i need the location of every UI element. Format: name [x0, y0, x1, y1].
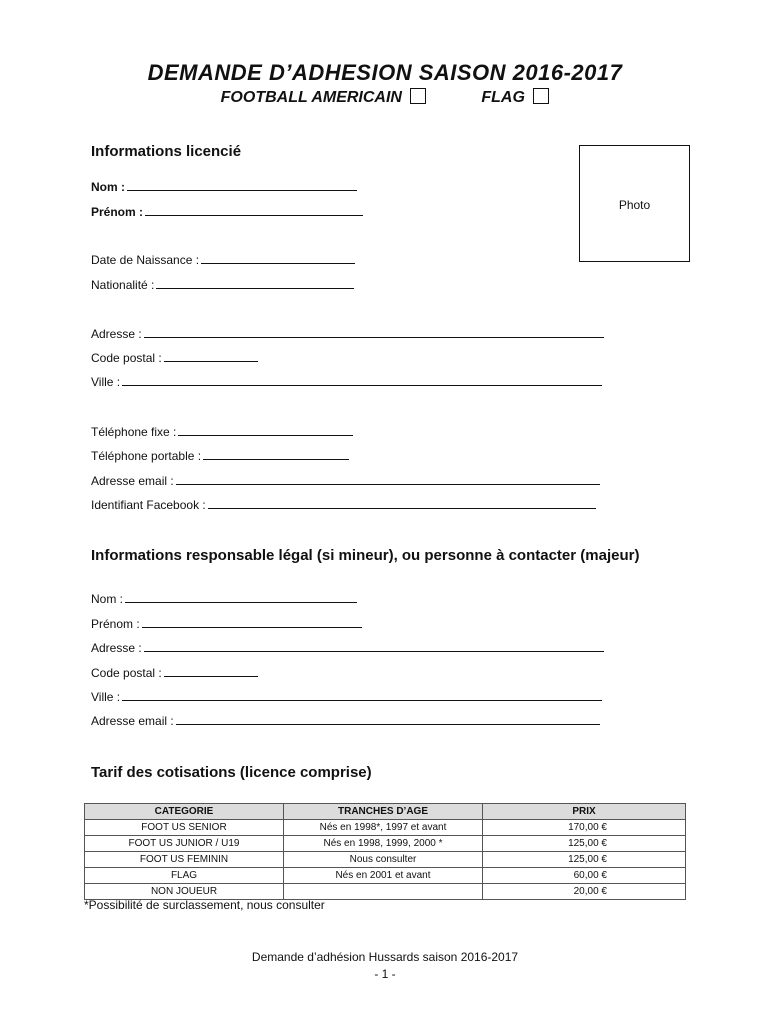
table-row: [85, 852, 686, 868]
cell-tranches-age: Nés en 1998*, 1997 et avant: [284, 820, 483, 836]
table-header-row: [85, 804, 686, 820]
footer-text: Demande d’adhésion Hussards saison 2016-2017: [251, 950, 519, 964]
field-label: Prénom :: [91, 617, 140, 631]
field-label: Date de Naissance :: [91, 253, 200, 267]
field-code-postal: [91, 350, 258, 365]
field-date-naissance: [91, 252, 355, 267]
cell-prix: 20,00 €: [483, 884, 686, 900]
cell-categorie: FOOT US JUNIOR / U19: [85, 836, 284, 852]
tarifs-table: [84, 803, 686, 900]
nom-input[interactable]: [127, 179, 357, 191]
section-title-licencie: Informations licencié: [91, 143, 242, 160]
cell-categorie: FLAG: [85, 868, 284, 884]
prenom-input[interactable]: [145, 204, 363, 216]
field-label: Téléphone portable :: [91, 449, 202, 463]
section-title-responsable: Informations responsable légal (si mineur), ou personne à contacter (majeur): [91, 547, 640, 564]
field-nom: [91, 179, 357, 194]
surclassement-note: *Possibilité de surclassement, nous consulter: [84, 898, 325, 912]
resp-code-postal-input[interactable]: [164, 665, 258, 677]
resp-nom-input[interactable]: [125, 591, 357, 603]
field-label: Nationalité :: [91, 278, 155, 292]
field-label: Adresse :: [91, 641, 142, 655]
facebook-input[interactable]: [208, 497, 596, 509]
field-resp-email: [91, 713, 600, 728]
field-label: Téléphone fixe :: [91, 425, 177, 439]
header-tranches-age: TRANCHES D’AGE: [284, 804, 483, 820]
field-label: Nom :: [91, 180, 125, 194]
tel-portable-input[interactable]: [203, 448, 349, 460]
field-tel-fixe: [91, 424, 353, 439]
field-adresse: [91, 326, 604, 341]
field-resp-prenom: [91, 616, 362, 631]
resp-email-input[interactable]: [176, 713, 600, 725]
table-row: [85, 836, 686, 852]
cell-categorie: FOOT US SENIOR: [85, 820, 284, 836]
cell-prix: 60,00 €: [483, 868, 686, 884]
field-resp-adresse: [91, 640, 604, 655]
header-prix: PRIX: [483, 804, 686, 820]
field-label: Adresse email :: [91, 714, 174, 728]
cell-categorie: FOOT US FEMININ: [85, 852, 284, 868]
table-row: [85, 820, 686, 836]
field-label: Nom :: [91, 592, 124, 606]
photo-label: Photo: [618, 198, 651, 212]
field-label: Ville :: [91, 375, 121, 389]
cell-tranches-age: Nés en 1998, 1999, 2000 *: [284, 836, 483, 852]
football-checkbox[interactable]: [410, 88, 426, 104]
field-resp-nom: [91, 591, 357, 606]
field-resp-code-postal: [91, 665, 258, 680]
field-facebook: [91, 497, 596, 512]
cell-prix: 125,00 €: [483, 836, 686, 852]
header-categorie: CATEGORIE: [85, 804, 284, 820]
photo-box[interactable]: [579, 145, 690, 262]
nationalite-input[interactable]: [156, 277, 354, 289]
code-postal-input[interactable]: [164, 350, 258, 362]
flag-checkbox[interactable]: [533, 88, 549, 104]
field-resp-ville: [91, 689, 602, 704]
field-label: Ville :: [91, 690, 121, 704]
page-title: DEMANDE D’ADHESION SAISON 2016-2017: [147, 60, 623, 85]
resp-adresse-input[interactable]: [144, 640, 604, 652]
resp-prenom-input[interactable]: [142, 616, 362, 628]
field-label: Code postal :: [91, 351, 162, 365]
cell-tranches-age: Nés en 2001 et avant: [284, 868, 483, 884]
subtitle: [0, 88, 770, 107]
section-title-tarifs: Tarif des cotisations (licence comprise): [91, 764, 372, 781]
date-naissance-input[interactable]: [201, 252, 355, 264]
field-email: [91, 473, 600, 488]
cell-categorie: NON JOUEUR: [85, 884, 284, 900]
field-ville: [91, 374, 602, 389]
field-label: Adresse :: [91, 327, 142, 341]
field-prenom: [91, 204, 363, 219]
adresse-input[interactable]: [144, 326, 604, 338]
field-label: Prénom :: [91, 205, 144, 219]
field-label: Code postal :: [91, 666, 162, 680]
field-tel-portable: [91, 448, 349, 463]
option-flag-label: FLAG: [481, 89, 525, 106]
email-input[interactable]: [176, 473, 600, 485]
ville-input[interactable]: [122, 374, 602, 386]
cell-tranches-age: Nous consulter: [284, 852, 483, 868]
field-label: Adresse email :: [91, 474, 174, 488]
option-football-label: FOOTBALL AMERICAIN: [220, 89, 402, 106]
cell-prix: 170,00 €: [483, 820, 686, 836]
cell-prix: 125,00 €: [483, 852, 686, 868]
resp-ville-input[interactable]: [122, 689, 602, 701]
table-row: [85, 868, 686, 884]
field-nationalite: [91, 277, 354, 292]
field-label: Identifiant Facebook :: [91, 498, 206, 512]
page-number: - 1 -: [374, 967, 396, 981]
tel-fixe-input[interactable]: [178, 424, 353, 436]
